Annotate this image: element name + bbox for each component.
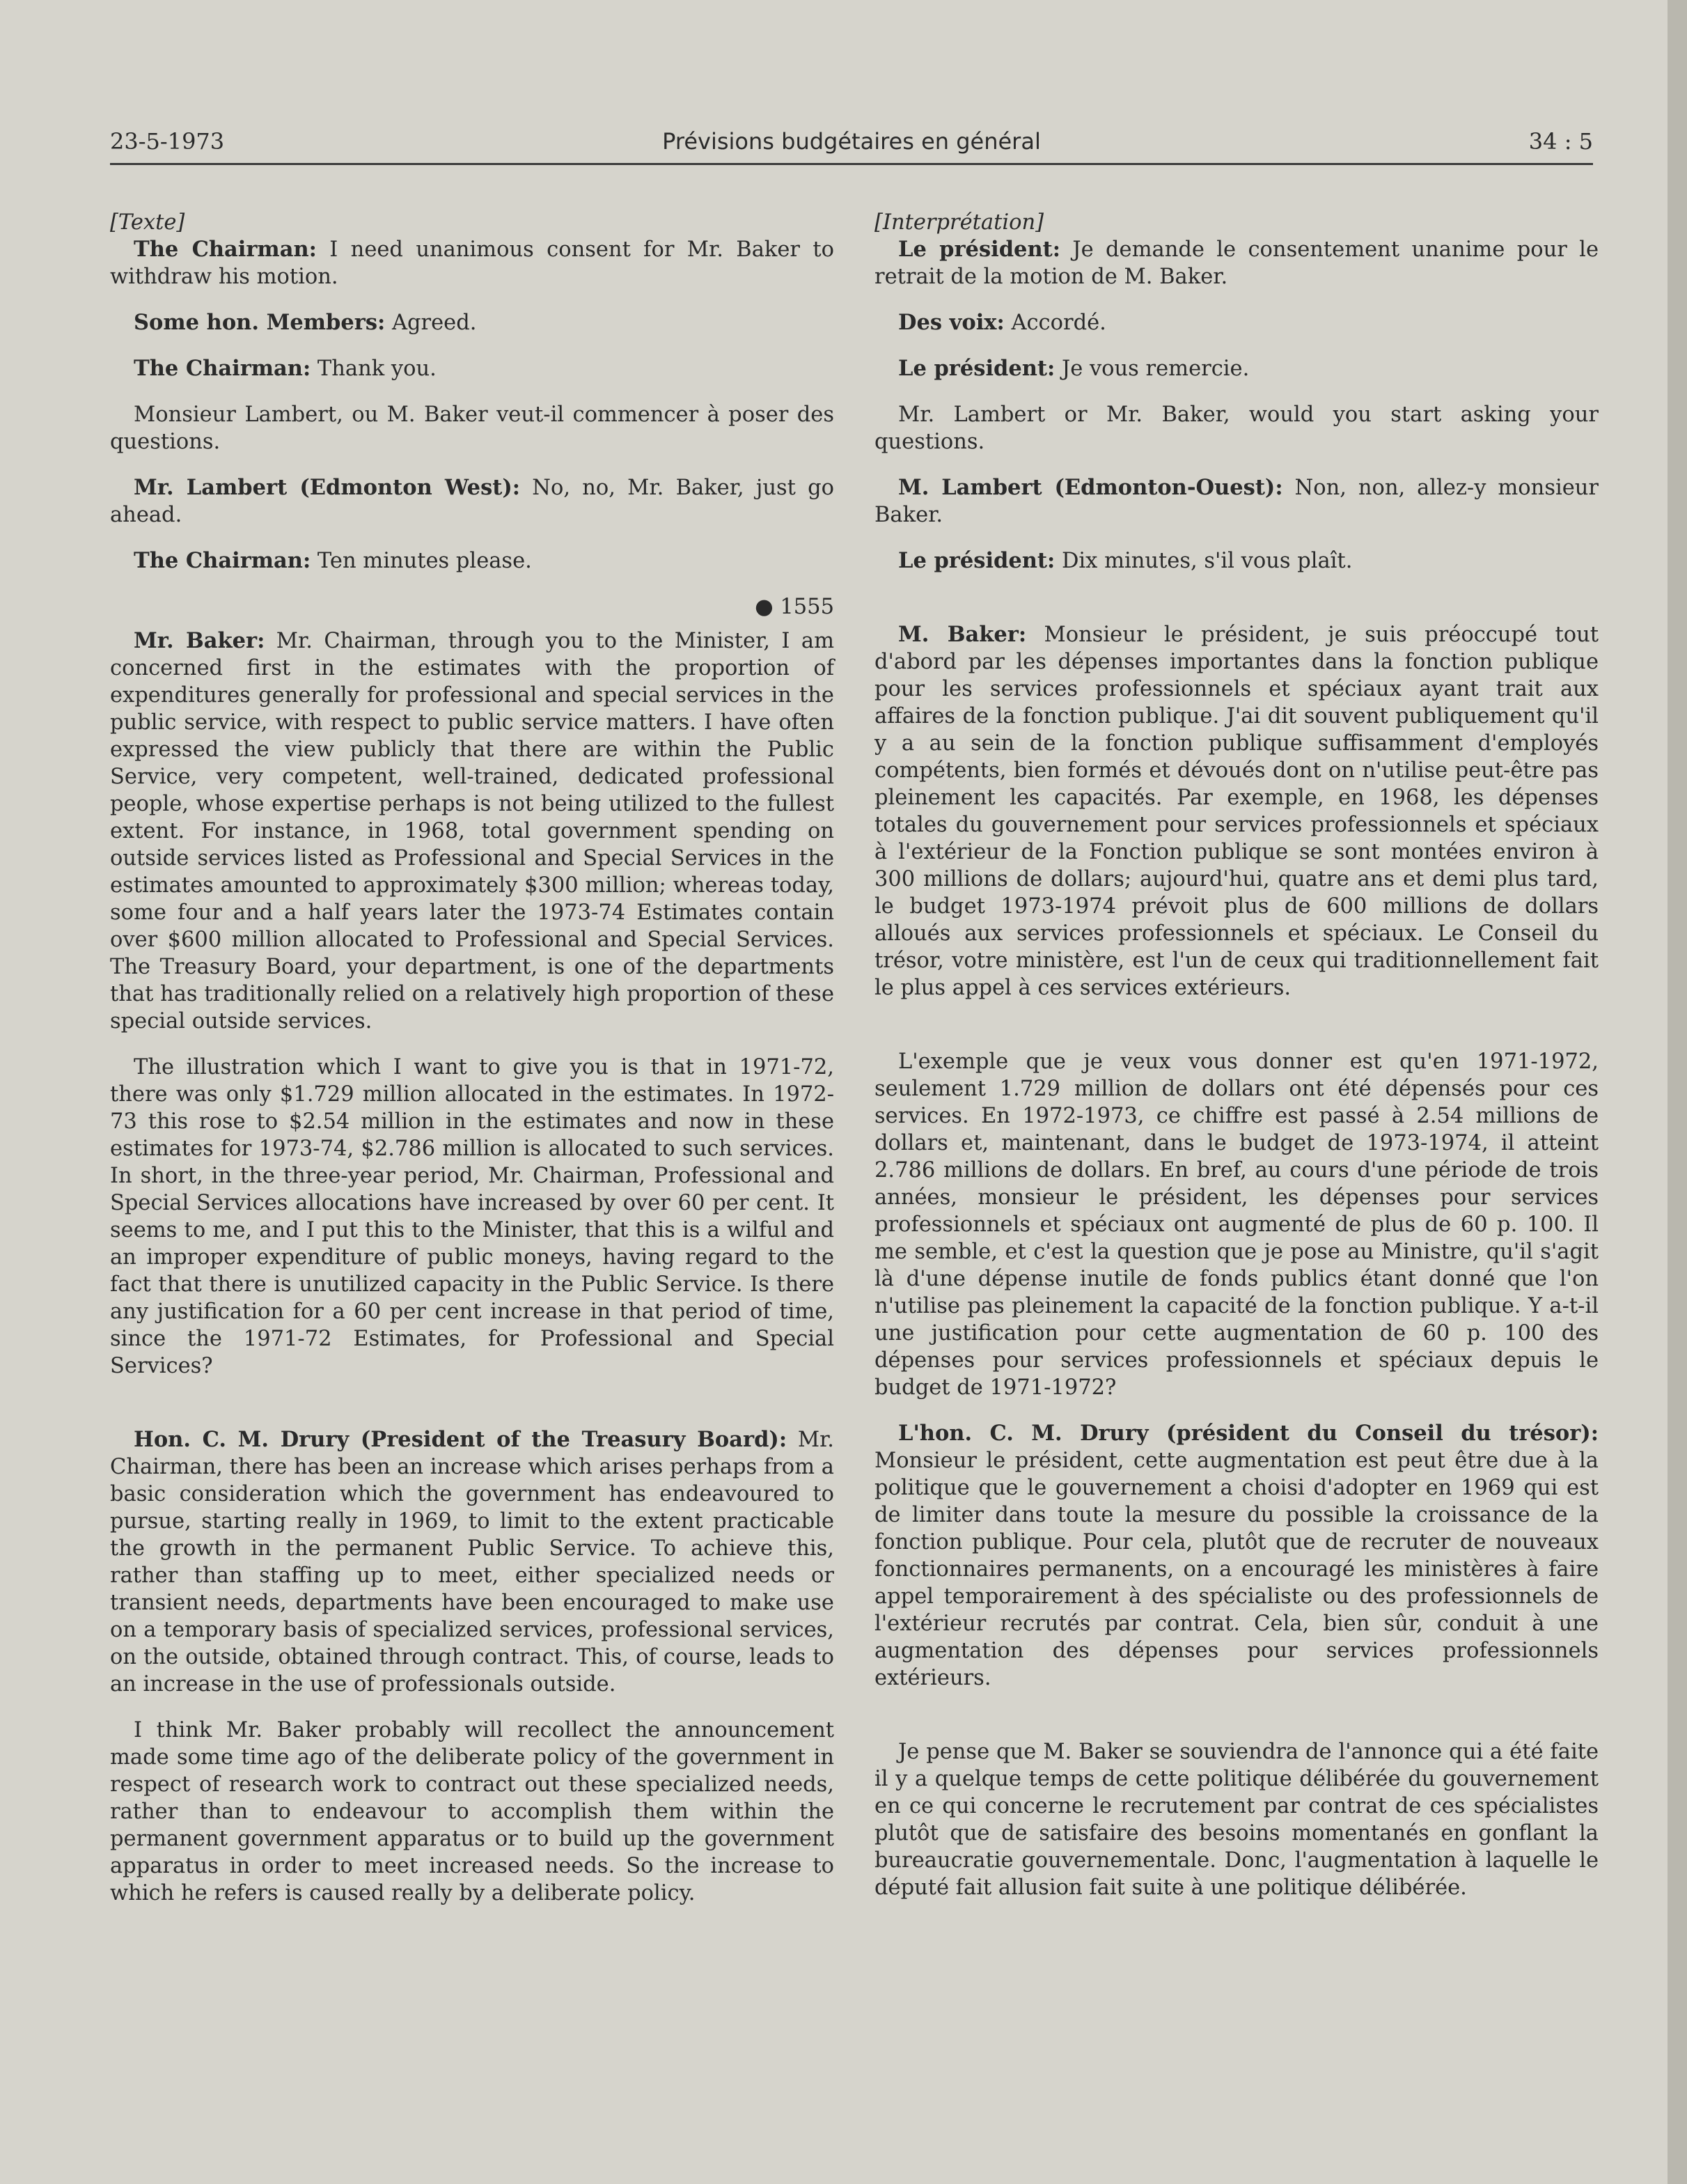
spacer [874,1710,1599,1738]
paragraph-text: Monsieur Lambert, ou M. Baker veut-il commencer à poser des questions. [110,403,834,454]
paragraph-text: Mr. Chairman, there has been an increase which arises perhaps from a basic consideration which the government has endeavoured to pursue, starting really in 1969, to limit to the extent practicable the growth in the permanent Public Service. To achieve this, rather than staffing up to meet, either specialized needs or transient needs, departments have been encouraged to make use on a temporary basis of specialized services, professional services, on the outside, obtained through contract. This, of course, leads to an increase in the use of professionals outside. [110,1428,834,1696]
paragraph [874,621,1599,1001]
paragraph [110,355,834,382]
paragraph [874,547,1599,575]
speaker-name: Des voix: [898,310,1005,335]
paragraph-text: L'exemple que je veux vous donner est qu'en 1971-1972, seulement 1.729 million de dollars ont été dépensés pour ces services. En 1972-1973, ce chiffre est passé à 2.54 millions de dollars et, maintenant, dans le budget de 1973-1974, il atteint 2.786 millions de dollars. En bref, au cours d'une période de trois années, monsieur le président, les dépenses pour services professionnels et spéciaux ont augmenté de plus de 60 p. 100. Il me semble, et c'est la question que je pose au Ministre, qu'il s'agit là d'une dépense inutile de fonds publics étant donné que l'on n'utilise pas pleinement la capacité de la fonction publique. Y a-t-il une justification pour cette augmentation de 60 p. 100 des dépenses pour services professionnels et spéciaux depuis le budget de 1971-1972? [874,1050,1599,1400]
paragraph-text: Mr. Chairman, through you to the Minister, I am concerned first in the estimates with the proportion of expenditures generally for professional and special services in the public service, with respect to public service matters. I have often expressed the view publicly that there are within the Public Service, very competent, well-trained, dedicated professional people, whose expertise perhaps is not being utilized to the fullest extent. For instance, in 1968, total government spending on outside services listed as Professional and Special Services in the estimates amounted to approximately $300 million; whereas today, some four and a half years later the 1973-74 Estimates contain over $600 million allocated to Professional and Special Services. The Treasury Board, your department, is one of the departments that has traditionally relied on a relatively high proportion of these special outside services. [110,629,834,1034]
header-title: Prévisions budgétaires en général [662,128,1041,155]
speaker-name: Le président: [898,548,1056,573]
paragraph-text: Agreed. [385,311,477,335]
speaker-name: Mr. Baker: [134,628,265,653]
paragraph-text: Je vous remercie. [1055,357,1250,381]
section-label: [Texte] [110,210,185,235]
section-label: [Interprétation] [874,210,1044,235]
paragraph [874,474,1599,529]
paragraph-text: I think Mr. Baker probably will recollect the announcement made some time ago of the deliberate policy of the government in respect of research work to contract out these specialized needs, rather than to endeavour to accomplish them within the permanent government apparatus or to build up the government apparatus in order to meet increased needs. So the increase to which he refers is caused really by a deliberate policy. [110,1718,834,1905]
paragraph [874,355,1599,382]
paragraph-text: Je pense que M. Baker se souviendra de l'annonce qui a été faite il y a quelque temps de cette politique délibérée du gouvernement en ce qui concerne le recrutement par contrat de ces spécialistes plutôt que de satisfaire des besoins momentanés en gonflant la bureaucratie gouvernementale. Donc, l'augmentation à laquelle le député fait allusion fait suite à une politique délibérée. [874,1740,1599,1900]
page-header [110,124,1593,159]
paragraph-text: Ten minutes please. [311,549,532,573]
paragraph-text: Thank you. [311,357,437,381]
page-edge [1668,0,1687,2184]
paragraph [110,1717,834,1907]
paragraph [110,236,834,290]
time-marker: ● 1555 [755,595,834,619]
speaker-name: M. Lambert (Edmonton-Ouest): [898,475,1283,500]
paragraph-text: Monsieur le président, cette augmentation est peut être due à la politique que le gouvernement a choisi d'adopter en 1969 qui est de limiter dans toute la mesure du possible la croissance de la fonction publique. Pour cela, plutôt que de recruter de nouveaux fonctionnaires permanents, on a encouragé les ministères à faire appel temporairement à des spécialiste ou des professionnels de l'extérieur recrutés par contrat. Cela, bien sûr, conduit à une augmentation des dépenses pour services professionnels extérieurs. [874,1449,1599,1690]
paragraph-text: No, no, Mr. Baker, just go ahead. [110,476,834,527]
paragraph-text: Accordé. [1004,311,1106,335]
right-column [874,209,1599,1920]
paragraph [110,474,834,529]
header-rule [110,163,1593,165]
header-page-number: 34 : 5 [1528,128,1593,155]
paragraph [874,236,1599,290]
paragraph-text: Je demande le consentement unanime pour le retrait de la motion de M. Baker. [874,237,1599,289]
speaker-name: Le président: [898,237,1060,262]
speaker-name: The Chairman: [134,237,317,262]
paragraph [874,309,1599,336]
paragraph [110,309,834,336]
speaker-name: The Chairman: [134,356,311,381]
paragraph [110,547,834,575]
spacer [874,1020,1599,1048]
speaker-name: The Chairman: [134,548,311,573]
spacer [874,593,1599,621]
speaker-name: Mr. Lambert (Edmonton West): [134,475,521,500]
paragraph-text: I need unanimous consent for Mr. Baker to withdraw his motion. [110,237,834,289]
speaker-name: M. Baker: [898,622,1027,647]
paragraph-text: Dix minutes, s'il vous plaît. [1055,549,1353,573]
paragraph-text: Mr. Lambert or Mr. Baker, would you start asking your questions. [874,403,1599,454]
paragraph-text: Monsieur le président, je suis préoccupé tout d'abord par les dépenses importantes dans la fonction publique pour les services professionnels et spéciaux ayant trait aux affaires de la fonction publique. J'ai dit souvent publiquement qu'il y a au sein de la fonction publique suffisamment d'employés compétents, bien formés et dévoués dont on n'utilise peut-être pas pleinement les capacités. Par exemple, en 1968, les dépenses totales du gouvernement pour services professionnels et spéciaux à l'extérieur de la Fonction publique se sont montées environ à 300 millions de dollars; aujourd'hui, quatre ans et demi plus tard, le budget 1973-1974 prévoit plus de 600 millions de dollars alloués aux services professionnels et spéciaux. Le Conseil du trésor, votre ministère, est l'un de ceux qui traditionnellement fait le plus appel à ces services extérieurs. [874,623,1599,1000]
paragraph [110,1054,834,1380]
paragraph [874,1738,1599,1901]
spacer [110,1398,834,1426]
speaker-name: Le président: [898,356,1056,381]
paragraph [874,1048,1599,1401]
paragraph [874,401,1599,455]
speaker-name: Some hon. Members: [134,310,386,335]
paragraph [110,627,834,1035]
paragraph [110,401,834,455]
paragraph-text: Non, non, allez-y monsieur Baker. [874,476,1599,527]
speaker-name: Hon. C. M. Drury (President of the Treasury Board): [134,1427,787,1452]
paragraph [874,1420,1599,1692]
paragraph [110,1426,834,1698]
header-date: 23-5-1973 [110,128,225,155]
left-column [110,209,834,1926]
speaker-name: L'hon. C. M. Drury (président du Conseil du trésor): [898,1421,1599,1446]
paragraph-text: The illustration which I want to give you is that in 1971-72, there was only $1.729 million allocated in the estimates. In 1972-73 this rose to $2.54 million in the estimates and now in these estimates for 1973-74, $2.786 million is allocated to such services. In short, in the three-year period, Mr. Chairman, Professional and Special Services allocations have increased by over 60 per cent. It seems to me, and I put this to the Minister, that this is a wilful and an improper expenditure of public moneys, having regard to the fact that there is unutilized capacity in the Public Service. Is there any justification for a 60 per cent increase in that period of time, since the 1971-72 Estimates, for Professional and Special Services? [110,1055,834,1378]
